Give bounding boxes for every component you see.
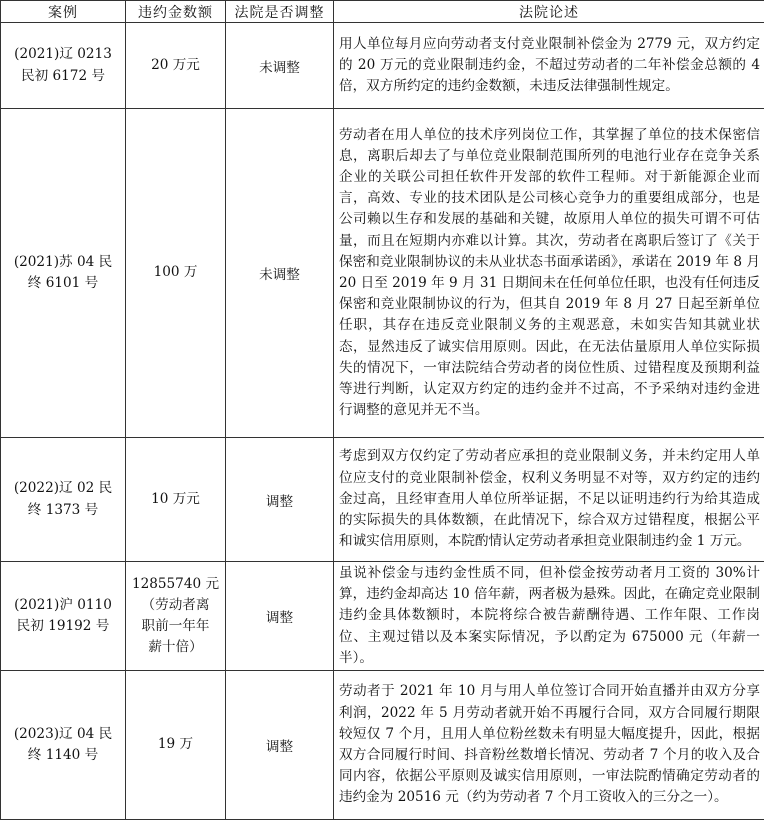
case-number-line: 终 6101 号 [4, 273, 122, 294]
court-adjusted: 调整 [226, 562, 334, 671]
case-number-line: (2022)辽 02 民 [4, 478, 122, 499]
penalty-amount [126, 438, 226, 562]
case-number-line: 民初 19192 号 [4, 616, 122, 637]
court-adjusted: 未调整 [226, 109, 334, 438]
header-amount: 违约金数额 [126, 1, 226, 23]
header-reasoning: 法院论述 [334, 1, 764, 23]
court-reasoning: 用人单位每月应向劳动者支付竞业限制补偿金为 2779 元，双方约定的 20 万元的竞业限制违约金，不超过劳动者的二年补偿金总额的 4 倍，双方所约定的违约金数额，未违反法律强制性规定。 [334, 23, 764, 109]
table-row [1, 562, 764, 671]
header-case: 案例 [1, 1, 126, 23]
penalty-amount [126, 23, 226, 109]
table-row [1, 109, 764, 438]
penalty-amount-line: 100 万 [129, 262, 222, 283]
penalty-amount [126, 562, 226, 671]
header-row [1, 1, 764, 23]
case-number [1, 23, 126, 109]
court-reasoning: 劳动者于 2021 年 10 月与用人单位签订合同开始直播并由双方分享利润，2022 年 5 月劳动者就开始不再履行合同，双方合同履行期限较短仅 7 个月，且用人单位粉丝数未有明显大幅度提升，因此，根据双方合同履行时间、抖音粉丝数增长情况、劳动者 7 个月的收入及合同内容，依据公平原则及诚实信用原则，一审法院酌情确定劳动者的违约金为 20516 元（约为劳动者 7 个月工资收入的三分之一）。 [334, 671, 764, 820]
table-row [1, 438, 764, 562]
penalty-amount-line: 10 万元 [129, 489, 222, 510]
case-number-line: (2021)辽 0213 [4, 44, 122, 65]
header-adjusted: 法院是否调整 [226, 1, 334, 23]
penalty-amount-line: （劳动者离 [129, 595, 222, 616]
court-adjusted: 未调整 [226, 23, 334, 109]
penalty-amount-line: 19 万 [129, 734, 222, 755]
case-number-line: (2021)沪 0110 [4, 595, 122, 616]
case-number-line: 民初 6172 号 [4, 66, 122, 87]
court-reasoning: 虽说补偿金与违约金性质不同，但补偿金按劳动者月工资的 30%计算，违约金却高达 10 倍年薪，两者极为悬殊。因此，在确定竞业限制违约金具体数额时，本院将综合被告薪酬待遇、工作年限、工作岗位、主观过错以及本案实际情况，予以酌定为 675000 元（年薪一半）。 [334, 562, 764, 671]
court-adjusted: 调整 [226, 438, 334, 562]
case-number [1, 562, 126, 671]
penalty-amount-line: 职前一年年 [129, 616, 222, 637]
penalty-amount-line: 薪十倍） [129, 637, 222, 658]
case-number-line: (2023)辽 04 民 [4, 724, 122, 745]
table-row [1, 23, 764, 109]
penalty-amount-line: 12855740 元 [129, 574, 222, 595]
case-number-line: 终 1373 号 [4, 500, 122, 521]
table-row [1, 671, 764, 820]
case-number [1, 671, 126, 820]
penalty-amount [126, 109, 226, 438]
court-reasoning: 劳动者在用人单位的技术序列岗位工作，其掌握了单位的技术保密信息，离职后却去了与单位竞业限制范围所列的电池行业存在竞争关系企业的关联公司担任软件开发部的软件工程师。对于新能源企业而言，高效、专业的技术团队是公司核心竞争力的重要组成部分，也是公司赖以生存和发展的基础和关键，故原用人单位的损失可谓不可估量，而且在短期内亦难以计算。其次，劳动者在离职后签订了《关于保密和竞业限制协议的未从业状态书面承诺函》，承诺在 2019 年 8 月 20 日至 2019 年 9 月 31 日期间未在任何单位任职，也没有任何违反保密和竞业限制协议的行为，但其自 2019 年 8 月 27 日起至新单位任职，其存在违反竞业限制义务的主观恶意，未如实告知其就业状态，显然违反了诚实信用原则。因此，在无法估量原用人单位实际损失的情况下，一审法院结合劳动者的岗位性质、过错程度及预期利益等进行判断，认定双方约定的违约金并不过高，不予采纳对违约金进行调整的意见并无不当。 [334, 109, 764, 438]
case-number-line: 终 1140 号 [4, 745, 122, 766]
case-number [1, 109, 126, 438]
penalty-amount-line: 20 万元 [129, 55, 222, 76]
court-reasoning: 考虑到双方仅约定了劳动者应承担的竞业限制义务，并未约定用人单位应支付的竞业限制补偿金，权利义务明显不对等，双方约定的违约金过高，且经审查用人单位所举证据，不足以证明违约行为给其造成的实际损失的具体数额，在此情况下，综合双方过错程度，根据公平和诚实信用原则，本院酌情认定劳动者承担竞业限制违约金 1 万元。 [334, 438, 764, 562]
penalty-amount [126, 671, 226, 820]
court-adjusted: 调整 [226, 671, 334, 820]
case-number-line: (2021)苏 04 民 [4, 252, 122, 273]
case-number [1, 438, 126, 562]
